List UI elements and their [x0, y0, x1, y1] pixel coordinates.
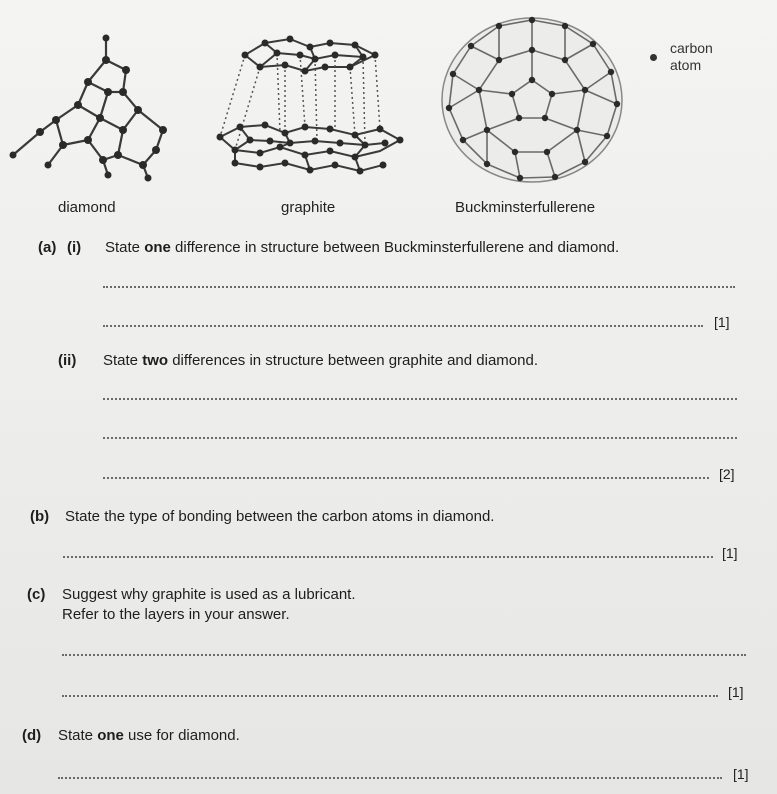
- question-c-label: (c): [27, 586, 46, 603]
- marks-c: [1]: [728, 684, 744, 700]
- answer-line-a-ii-2[interactable]: [103, 437, 737, 439]
- question-c-text-line2: Refer to the layers in your answer.: [62, 606, 290, 623]
- graphite-caption: graphite: [281, 199, 336, 216]
- legend-label: carbon atom: [670, 40, 713, 73]
- marks-b: [1]: [722, 545, 738, 561]
- question-d-label: (d): [22, 727, 42, 744]
- marks-a-i: [1]: [714, 314, 730, 330]
- answer-line-a-ii-3[interactable]: [103, 477, 709, 479]
- question-b-text: State the type of bonding between the carbon atoms in diamond.: [65, 508, 495, 525]
- buckminsterfullerene-caption: Buckminsterfullerene: [455, 199, 596, 216]
- question-b-label: (b): [30, 508, 50, 525]
- carbon-atom-dot-icon: [650, 54, 657, 61]
- question-d-text: State one use for diamond.: [58, 727, 240, 744]
- answer-line-c-2[interactable]: [62, 695, 718, 697]
- question-a-i-label: (i): [67, 239, 82, 256]
- question-a-ii-text: State two differences in structure between graphite and diamond.: [103, 352, 538, 369]
- question-a-ii-label: (ii): [58, 352, 77, 369]
- question-c-text-line1: Suggest why graphite is used as a lubricant.: [62, 586, 356, 603]
- graphite-structure-diagram: [205, 25, 415, 185]
- answer-line-b-1[interactable]: [63, 556, 713, 558]
- answer-line-a-i-1[interactable]: [103, 286, 735, 288]
- answer-line-d-1[interactable]: [58, 777, 722, 779]
- buckminsterfullerene-structure-diagram: [435, 12, 630, 187]
- question-a-label: (a): [38, 239, 57, 256]
- answer-line-c-1[interactable]: [62, 654, 746, 656]
- marks-a-ii: [2]: [719, 466, 735, 482]
- question-a-i-text: State one difference in structure between Buckminsterfullerene and diamond.: [105, 239, 620, 256]
- answer-line-a-i-2[interactable]: [103, 325, 703, 327]
- answer-line-a-ii-1[interactable]: [103, 398, 737, 400]
- diamond-caption: diamond: [58, 199, 116, 216]
- diamond-structure-diagram: [8, 30, 183, 190]
- marks-d: [1]: [733, 766, 749, 782]
